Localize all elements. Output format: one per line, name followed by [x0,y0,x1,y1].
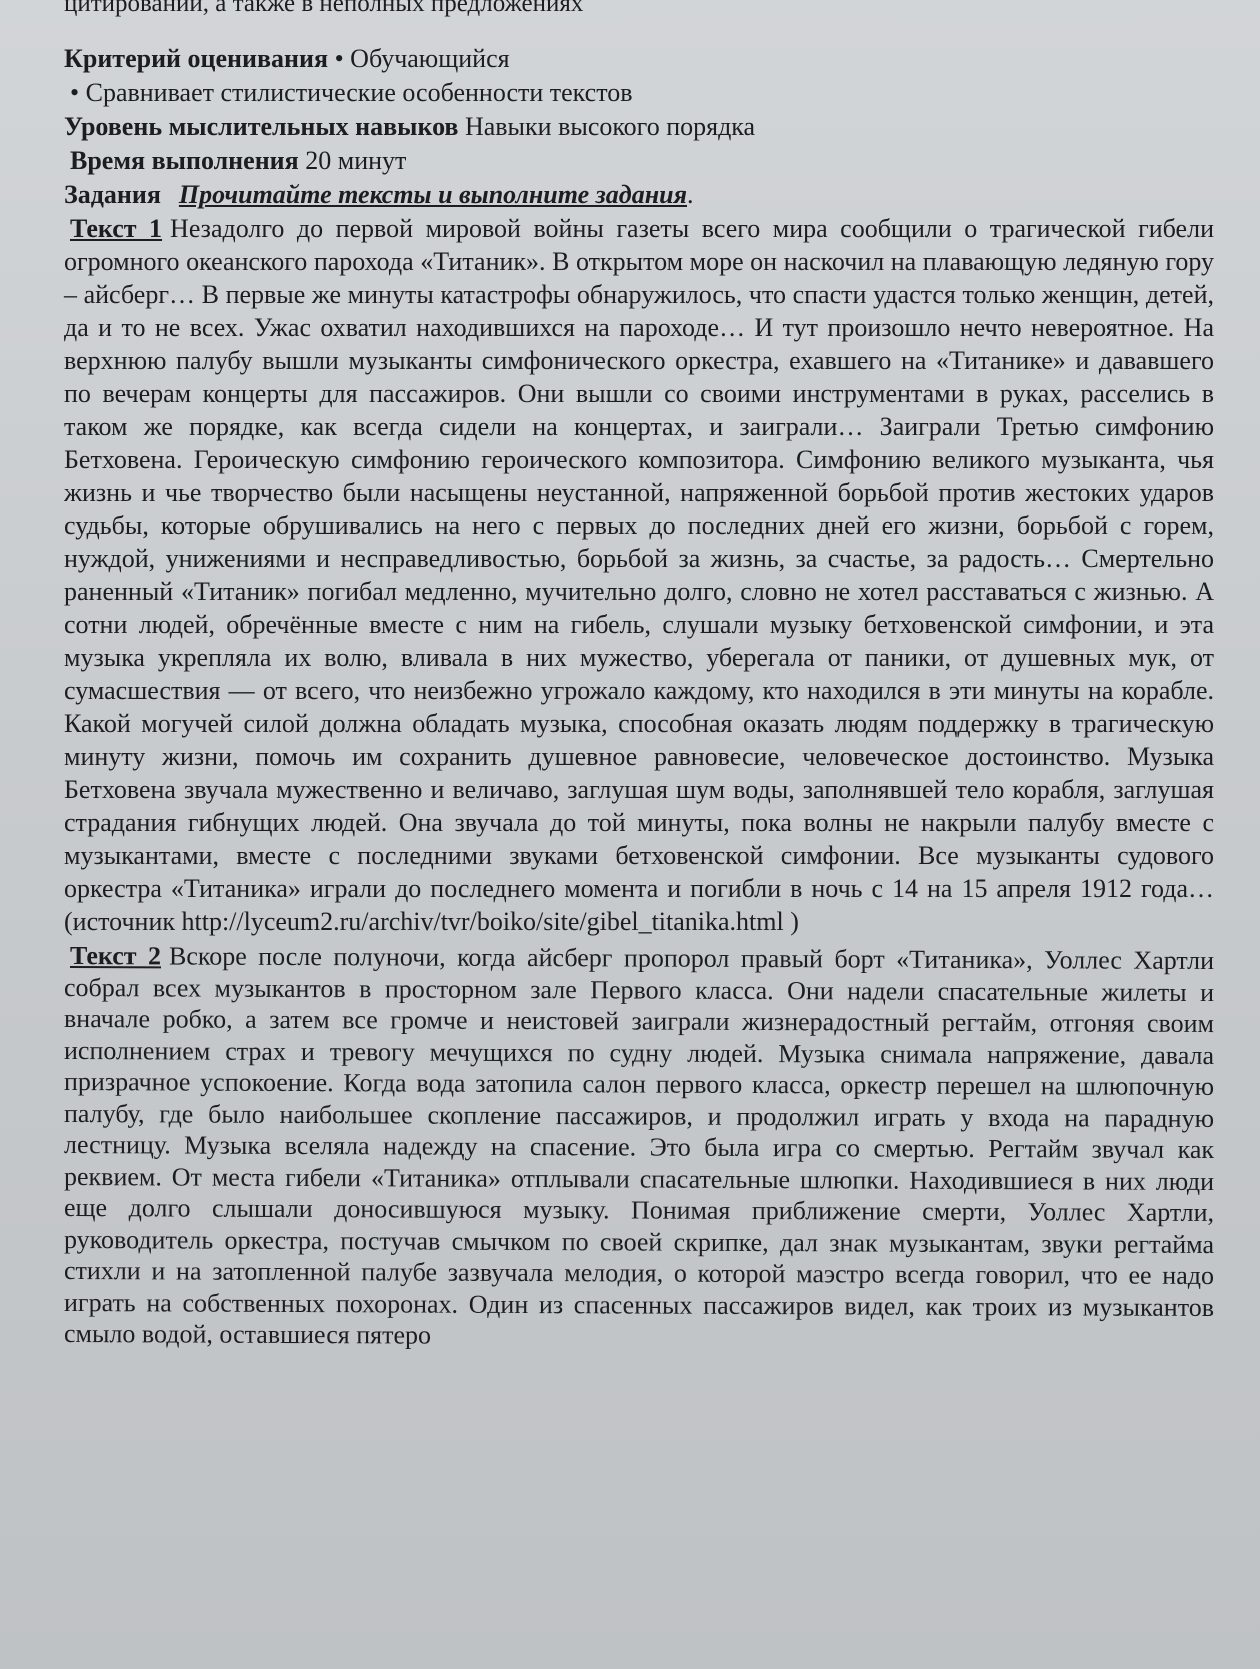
criterion-line [64,42,1214,76]
tasks-title: Прочитайте тексты и выполните задания [178,180,687,209]
criterion-label: Критерий оценивания [64,44,329,73]
criterion-value: • Обучающийся [334,44,510,73]
tasks-title-period: . [687,180,694,209]
text-1-paragraph [64,212,1214,938]
text-1-body: Незадолго до первой мировой войны газеты всего мира сообщили о трагической гибели огромного океанского парохода «Титаник». В открытом море он наскочил на плавающую ледяную гору – айсберг… В первые же минуты катастрофы обнаружилось, что спасти удастся только женщин, детей, да и то не всех. Ужас охватил находившихся на пароходе… И тут произошло нечто невероятное. На верхнюю палубу вышли музыканты симфонического оркестра, ехавшего на «Титанике» и дававшего по вечерам концерты для пассажиров. Они вышли со своими инструментами в руках, расселись в таком же порядке, как всегда сидели на концертах, и заиграли… Заиграли Третью симфонию Бетховена. Героическую симфонию героического композитора. Симфонию великого музыканта, чья жизнь и чье творчество были насыщены неустанной, напряженной борьбой против жестоких ударов судьбы, которые обрушивались на него с первых до последних дней его жизни, борьбой с горем, нуждой, унижениями и несправедливостью, борьбой за жизнь, за счастье, за радость… Смертельно раненный «Титаник» погибал медленно, мучительно долго, словно не хотел расставаться с жизнью. А сотни людей, обречённые вместе с ним на гибель, слушали музыку бетховенской симфонии, и эта музыка укрепляла их волю, вливала в них мужество, уберегала от паники, от душевных мук, от сумасшествия — от всего, что неизбежно угрожало каждому, кто находился в эти минуты на корабле. Какой могучей силой должна обладать музыка, способная оказать людям поддержку в трагическую минуту жизни, помочь им сохранить душевное равновесие, человеческое достоинство. Музыка Бетховена звучала мужественно и величаво, заглушая шум воды, заполнявшей тело корабля, заглушая страдания гибнущих людей. Она звучала до той минуты, пока волны не накрыли палубу вместе с музыкантами, вместе с последними звуками бетховенской симфонии. Все музыканты судового оркестра «Титаника» играли до последнего момента и погибли в ночь с 14 на 15 апреля 1912 года… (источник http://lyceum2.ru/archiv/tvr/boiko/site/gibel_titanika.html ) [64,214,1214,936]
criterion-item: • Сравнивает стилистические особенности текстов [70,78,633,107]
text-2-paragraph [64,940,1214,1355]
thinking-level-label: Уровень мыслительных навыков [64,112,459,141]
text-2-body: Вскоре после полуночи, когда айсберг пропорол правый борт «Титаника», Уоллес Хартли собрал всех музыкантов в просторном зале Первого класса. Они надели спасательные жилеты и вначале робко, а затем все громче и неистовей заиграли жизнерадостный регтайм, отгоняя своим исполнением страх и тревогу мечущихся по судну людей. Музыка снимала напряжение, давала призрачное успокоение. Когда вода затопила салон первого класса, оркестр перешел на шлюпочную палубу, где было наибольшее скопление пассажиров, и продолжил играть у входа на парадную лестницу. Музыка вселяла надежду на спасение. Это была игра со смертью. Регтайм звучал как реквием. От места гибели «Титаника» отплывали спасательные шлюпки. Находившиеся в них люди еще долго слышали доносившуюся музыку. Понимая приближение смерти, Уоллес Хартли, руководитель оркестра, постучав смычком по своей скрипке, дал знак музыкантам, звуки регтайма стихли и на затопленной палубе зазвучала мелодия, о которой маэстро всегда говорил, что ее надо играть на собственных похоронах. Один из спасенных пассажиров видел, как троих из музыкантов смыло водой, оставшиеся пятеро [64,941,1214,1350]
tasks-label: Задания [64,180,161,209]
previous-section-cut-line: цитировании, а также в неполных предложениях [64,0,584,17]
time-value: 20 минут [305,146,407,175]
page-content [64,0,1214,1350]
tasks-line [64,178,1214,212]
text-2-label: Текст 2 [70,941,162,971]
time-line [64,144,1214,178]
thinking-level-line [64,110,1214,144]
text-1-label: Текст 1 [70,214,163,243]
thinking-level-value: Навыки высокого порядка [464,112,756,141]
time-label: Время выполнения [70,146,299,175]
